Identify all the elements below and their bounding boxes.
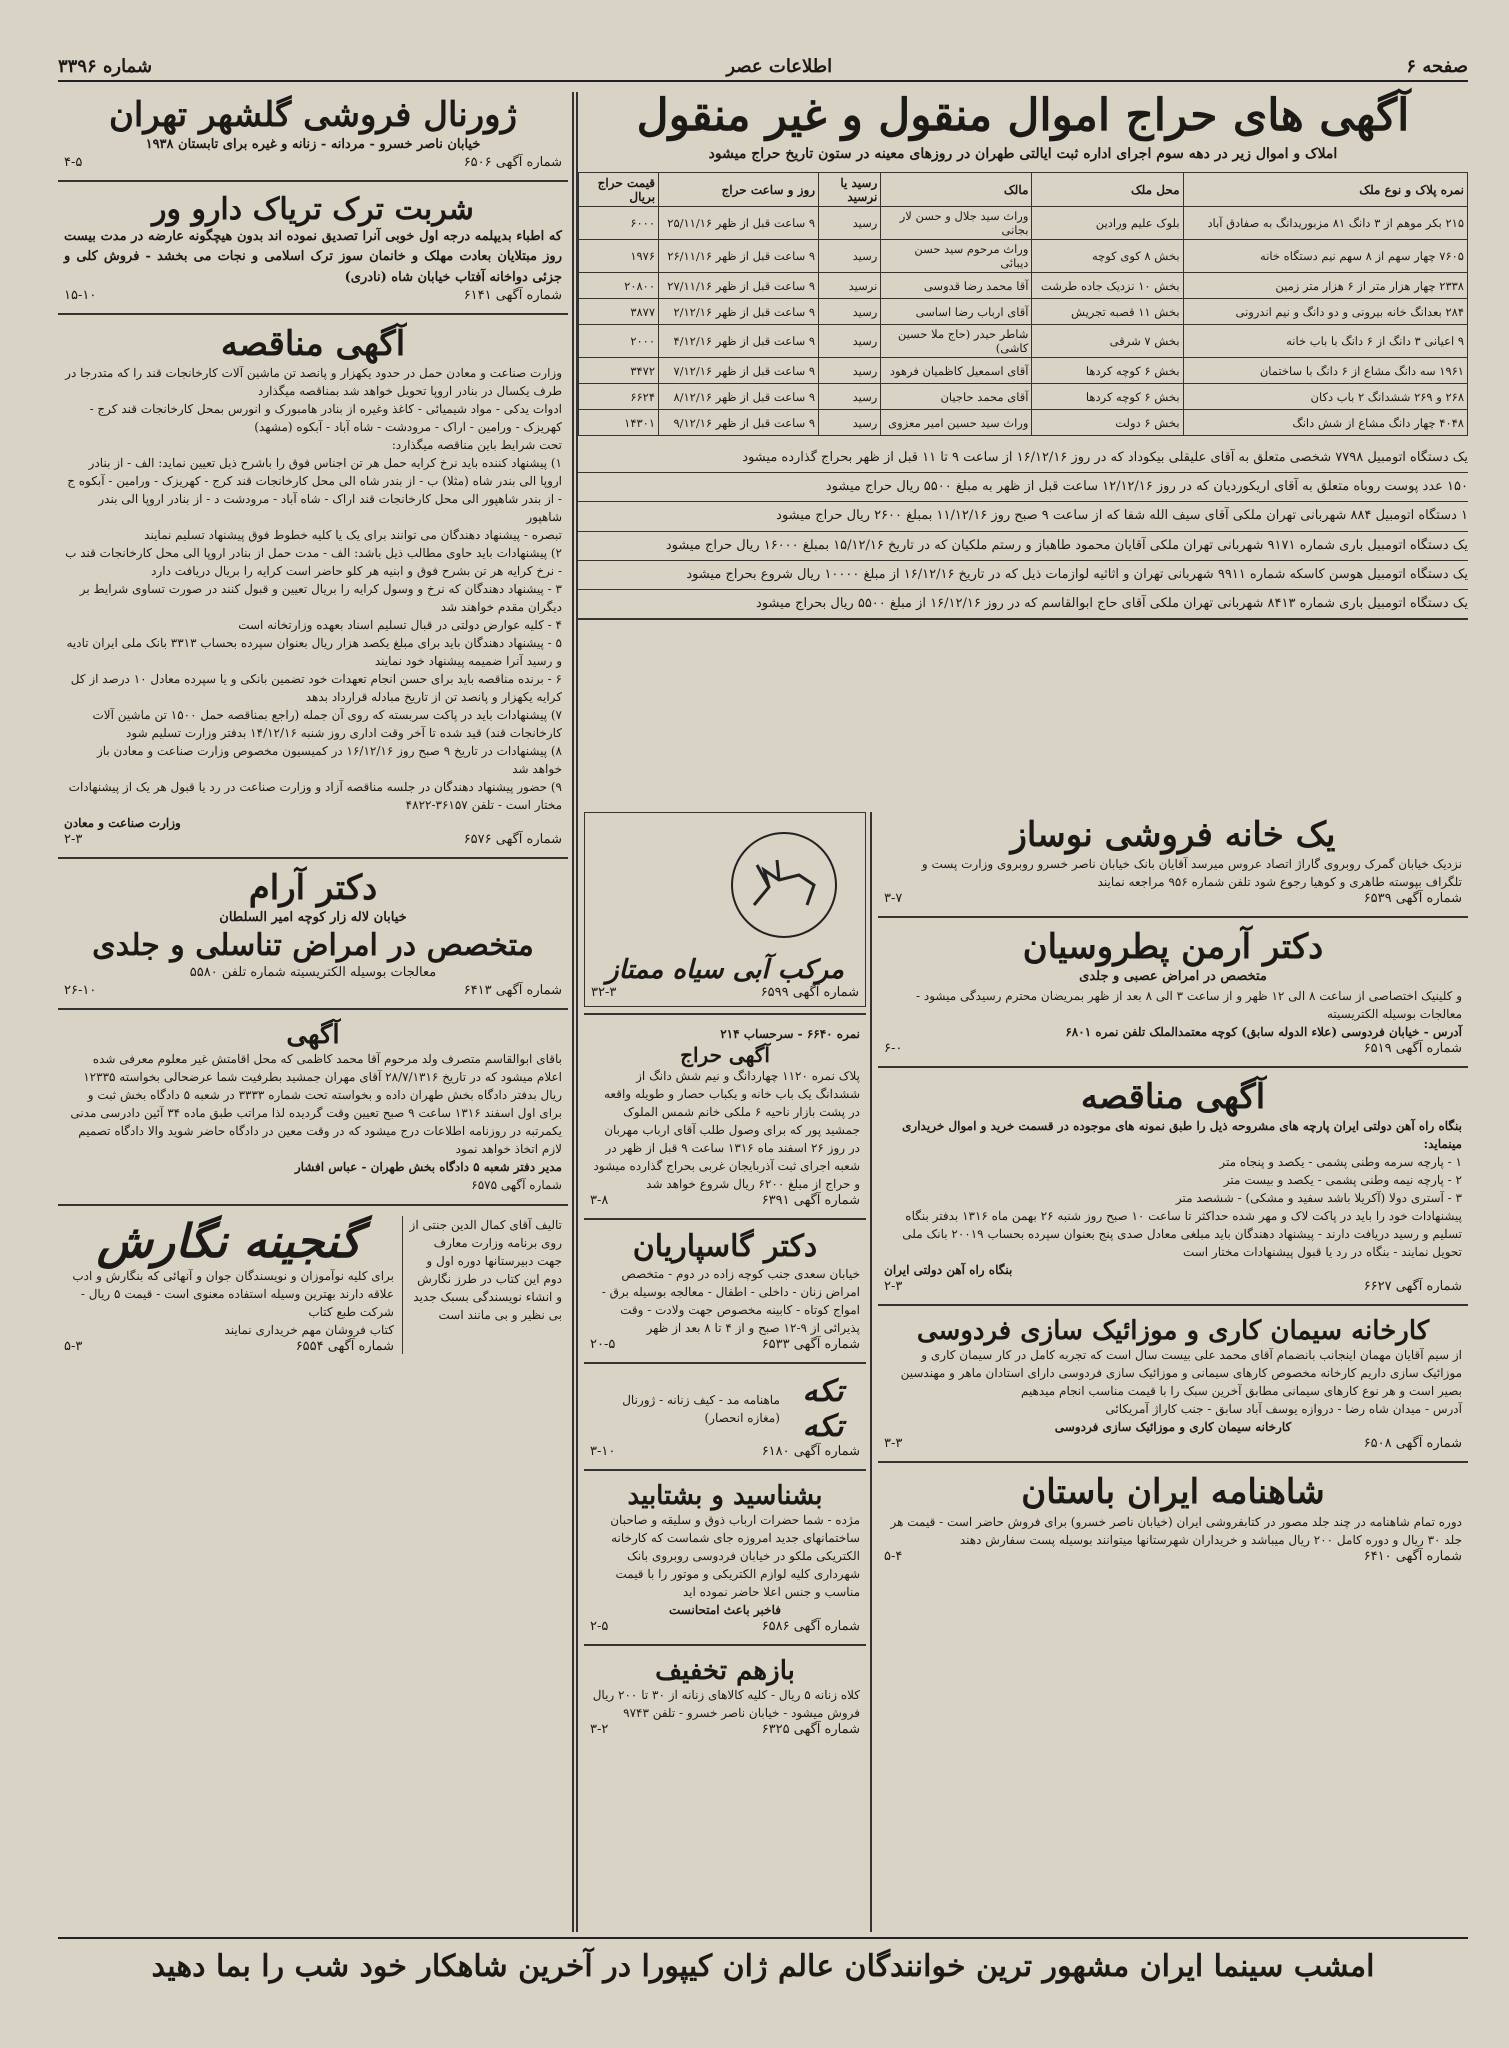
mahtab-ref-line	[591, 985, 859, 1000]
auction-header: قیمت حراج بریال	[579, 173, 659, 207]
dr-aram-address: خیابان لاله زار کوچه امیر السلطان	[219, 909, 407, 925]
shahnameh-ad	[878, 1469, 1468, 1567]
cement-address: آدرس - میدان شاه رضا - دروازه یوسف آباد سابق - جنب کاراژ آمریکائی	[1105, 1402, 1462, 1417]
divider	[58, 1008, 568, 1010]
tender-paragraph: تبصره - پیشنهاد دهندگان می توانند برای یک یا کلیه خطوط فوق پیشنهاد تسلیم نمایند	[144, 527, 562, 542]
bookstore-title: یک خانه فروشی نوساز	[1010, 815, 1336, 855]
table-cell: بخش ۶ کوچه کردها	[1032, 358, 1183, 384]
tender-rail-item: ۲ - پارچه نیمه وطنی پشمی - یکصد و بیست متر	[1223, 1173, 1462, 1188]
ganjineh-ref-line	[64, 1339, 394, 1354]
table-cell: ۲۱۵ بکر موهم از ۳ دانگ ۸۱ مزبوریدانگ به صفادق آباد	[1183, 207, 1467, 240]
tekke-title: تکه تکه	[802, 1373, 844, 1444]
table-cell: رسید	[819, 410, 881, 436]
divider	[58, 313, 568, 315]
table-cell: رسید	[819, 325, 881, 358]
ad-ref: شماره آگهی ۶۱۴۱	[463, 287, 562, 303]
table-cell: وراث سید جلال و حسن لار بجانی	[881, 207, 1032, 240]
tender-rail-item: ۱ - پارچه سرمه وطنی پشمی - یکصد و پنجاه متر	[1219, 1155, 1462, 1170]
ganjineh-title: گنجینه نگارش	[96, 1214, 362, 1269]
ad-count: ۳-۸	[590, 1193, 609, 1208]
table-cell: بلوک علیم ورادین	[1032, 207, 1183, 240]
golshahr-ad	[58, 92, 568, 174]
table-cell: آقای محمد حاجیان	[881, 384, 1032, 410]
deer-logo	[709, 825, 859, 945]
ad-ref: شماره آگهی ۶۵۰۶	[463, 155, 562, 171]
beshenasid-title: بشناسید و بشتابید	[627, 1480, 823, 1511]
auction-header: مالک	[881, 173, 1032, 207]
ad-count: ۲۰-۵	[590, 1336, 616, 1352]
golshahr-ref-line	[64, 155, 562, 170]
dr-petrossian-ref-line	[884, 1041, 1462, 1056]
table-cell: ۶۶۲۴	[579, 384, 659, 410]
small-auction-title: آگهی حراج	[680, 1043, 770, 1067]
column-divider	[870, 812, 872, 1932]
tender-paragraph: ادوات یدکی - مواد شیمیائی - کاغذ وغیره از بنادر هامبورک و انورس بمحل کارخانجات قند کرج - کهریزک - ورامین - اراک - مرودشت - شاه آباد - آبکوه (مشهد)	[89, 401, 562, 434]
table-cell: ۴۰۴۸ چهار دانگ مشاع از شش دانگ	[1183, 410, 1467, 436]
table-row	[579, 384, 1468, 410]
divider	[584, 1013, 866, 1015]
bazaar-ad	[584, 1652, 866, 1741]
tender-rail-signature: بنگاه راه آهن دولتی ایران	[884, 1263, 1013, 1278]
cement-title: کارخانه سیمان کاری و موزائیک سازی فردوسی	[916, 1316, 1430, 1347]
table-cell: ۹ ساعت قبل از ظهر ۲۵/۱۱/۱۶	[659, 207, 819, 240]
divider	[584, 1644, 866, 1646]
tekke-row	[590, 1374, 860, 1444]
table-cell: آقای اسمعیل کاظمیان فرهود	[881, 358, 1032, 384]
notice-ref: شماره آگهی ۶۵۷۵	[471, 1178, 562, 1193]
table-cell: آقای ارباب رضا اساسی	[881, 299, 1032, 325]
dr-petrossian-body: و کلینیک اختصاصی از ساعت ۸ الی ۱۲ ظهر و از ساعت ۳ الی ۸ بعد از ظهر بمریضان محترم رسیدگی میشود - معالجات بوسیله الکتریسیته	[915, 989, 1462, 1022]
dr-aram-note: معالجات بوسیله الکتریسیته شماره تلفن ۵۵۸۰	[189, 964, 437, 980]
table-cell: بخش ۱۱ قصبه تجریش	[1032, 299, 1183, 325]
ad-ref: شماره آگهی ۶۵۰۸	[1363, 1436, 1462, 1452]
ganjineh-note: کتاب فروشان مهم خریداری نمایند	[224, 1322, 394, 1337]
tender-rail-title: آگهی مناقصه	[1080, 1077, 1266, 1118]
table-cell: ۱۹۷۶	[579, 240, 659, 273]
ad-count: ۳-۳	[884, 1436, 903, 1452]
tender-paragraph: ۲) پیشنهادات باید حاوی مطالب ذیل باشد: الف - مدت حمل از بنادر اروپا الی محل کارخانجات قند ب - نرخ کرایه هر تن بشرح فوق و ابنیه هر کلو حاضر است کرایه را بریال دریافت دارد	[65, 545, 562, 578]
tender-paragraph: ۷) پیشنهادات باید در پاکت سربسته که روی آن جمله (راجع بمناقصه حمل ۱۵۰۰ تن ماشین آلات کارخانجات قند) قید شده تا آخر وقت اداری روز شنبه ۱۴/۱۲/۱۶ بدفتر وزارت تسلیم شود	[92, 707, 562, 740]
ad-count: ۳۲-۳	[591, 985, 617, 1000]
table-cell: وراث سید حسین امیر معزوی	[881, 410, 1032, 436]
bazaar-ref-line	[590, 1722, 860, 1737]
divider	[58, 180, 568, 182]
opium-ad	[58, 188, 568, 306]
auction-header: روز و ساعت حراج	[659, 173, 819, 207]
notice-title: آگهی	[286, 1020, 340, 1051]
table-cell: بخش ۶ کوچه کردها	[1032, 384, 1183, 410]
middle-column	[584, 812, 866, 1932]
ad-ref: شماره آگهی ۶۴۱۰	[1363, 1548, 1462, 1564]
tender-paragraph: ۶ - برنده مناقصه باید برای حسن انجام تعهدات خود تضمین بانکی و یا سپرده معادل ۱۰ درصد از کل کرایه یکهزار و پانصد تن از تاریخ مبادله قرارداد بدهد	[70, 671, 562, 704]
table-cell: ۹ ساعت قبل از ظهر ۴/۱۲/۱۶	[659, 325, 819, 358]
dr-gasparian-ref-line	[590, 1337, 860, 1352]
tender-paragraph: تحت شرایط باین مناقصه میگذارد:	[391, 437, 562, 452]
ad-ref: شماره آگهی ۶۳۹۱	[761, 1193, 860, 1208]
ad-ref: شماره آگهی ۶۵۸۶	[761, 1618, 860, 1634]
dr-aram-ad	[58, 865, 568, 1002]
auction-title: آگهی های حراج اموال منقول و غیر منقول	[636, 90, 1410, 141]
ad-ref: شماره آگهی ۶۵۷۶	[463, 831, 562, 847]
dr-petrossian-address: آدرس - خیابان فردوسی (علاء الدوله سابق) کوچه معتمدالملک تلفن نمره ۶۸۰۱	[1065, 1025, 1462, 1040]
page-number: صفحه ۶	[1406, 55, 1468, 77]
cement-ad	[878, 1312, 1468, 1455]
tender-rail-ref-line	[884, 1279, 1462, 1294]
ad-count: ۵-۴	[884, 1548, 903, 1564]
table-cell: رسید	[819, 299, 881, 325]
dr-petrossian-title: دکتر آرمن پطروسیان	[1022, 927, 1324, 968]
ad-ref: شماره آگهی ۶۵۳۹	[1363, 891, 1462, 907]
table-cell: بخش ۸ کوی کوچه	[1032, 240, 1183, 273]
table-cell: نرسید	[819, 273, 881, 299]
divider	[58, 1204, 568, 1206]
dr-gasparian-ad	[584, 1226, 866, 1356]
ad-ref: شماره آگهی ۶۱۸۰	[761, 1443, 860, 1459]
table-cell: ۹ ساعت قبل از ظهر ۲۷/۱۱/۱۶	[659, 273, 819, 299]
ad-ref: شماره آگهی ۶۴۱۳	[463, 983, 562, 999]
ganjineh-body: برای کلیه نوآموزان و نویسندگان جوان و آنهائی که بنگارش و ادب علاقه دارند بهترین وسیله استفاده معنوی است - قیمت ۵ ریال - شرکت طبع کتاب	[72, 1268, 394, 1319]
ad-ref: شماره آگهی ۶۵۵۴	[295, 1338, 394, 1354]
table-cell: ۹ اعیانی ۳ دانگ از ۶ دانگ با باب خانه	[1183, 325, 1467, 358]
opium-title: شربت ترک تریاک دارو ور	[152, 192, 474, 228]
shahnameh-ref-line	[884, 1549, 1462, 1564]
ad-count: ۳-۱۰	[590, 1443, 616, 1459]
ad-count: ۳-۲	[590, 1721, 609, 1737]
divider	[878, 1304, 1468, 1306]
table-row	[579, 240, 1468, 273]
tender-signature: وزارت صناعت و معادن	[64, 815, 181, 830]
ganjineh-ad	[58, 1212, 568, 1358]
right-column	[878, 812, 1468, 1932]
table-cell: ۲۰۸۰۰	[579, 273, 659, 299]
dr-gasparian-body: خیابان سعدی جنب کوچه زاده در دوم - متخصص امراض زنان - داخلی - اطفال - معالجه بوسیله برق - امواج کوتاه - کابینه مخصوص جهت ولادت - وقت پذیرائی از ۹-۱۲ صبح و از ۴ تا ۸ بعد از ظهر	[601, 1266, 860, 1335]
table-cell: بخش ۶ دولت	[1032, 410, 1183, 436]
newspaper-page	[58, 52, 1468, 2012]
tender-rail-intro: بنگاه راه آهن دولتی ایران پارچه های مشروحه ذیل را طبق نمونه های موجوده در قسمت خرید و اموال خریداری مینماید:	[902, 1119, 1462, 1152]
ad-count: ۳-۷	[884, 891, 903, 907]
table-row	[579, 273, 1468, 299]
mahtab-ad	[584, 812, 866, 1007]
ad-ref: شماره آگهی ۶۵۳۳	[761, 1336, 860, 1352]
bookstore-ad	[878, 812, 1468, 910]
auction-header-row	[579, 173, 1468, 207]
table-cell: ۲۰۰۰	[579, 325, 659, 358]
table-cell: وراث مرحوم سید حسن دیبائی	[881, 240, 1032, 273]
table-cell: آقا محمد رضا قدوسی	[881, 273, 1032, 299]
small-auction-head: نمره ۶۶۴۰ - سرحساب ۲۱۴	[720, 1027, 860, 1041]
table-cell: رسید	[819, 207, 881, 240]
ad-count: ۲۶-۱۰	[64, 983, 97, 999]
golshahr-title: ژورنال فروشی گلشهر تهران	[108, 95, 518, 135]
auction-note: یک دستگاه اتومبیل باری شماره ۹۱۷۱ شهربانی تهران ملکی آقایان محمود طاهباز و رستم ملکیان که در تاریخ ۱۵/۱۲/۱۶ بمبلغ ۱۶۰۰۰ ریال حراج میشود	[578, 532, 1468, 561]
tekke-side: ماهنامه مد - کیف زنانه - ژورنال (مغازه انحصار)	[622, 1392, 780, 1425]
tender-paragraph: ۹) حضور پیشنهاد دهندگان در جلسه مناقصه آزاد و وزارت صناعت در رد یا قبول هر یک از پیشنهادات مختار است - تلفن ۳۶۱۵۷-۴۸۲۲	[68, 779, 562, 812]
dr-aram-title: دکتر آرام	[248, 867, 378, 908]
auction-note: ۱ دستگاه اتومبیل ۸۸۴ شهربانی تهران ملکی آقای سیف الله شفا که از ساعت ۹ صبح روز ۱۱/۱۲/۱۶ بمبلغ ۲۶۰۰ ریال حراج میشود	[578, 502, 1468, 531]
table-row	[579, 299, 1468, 325]
ad-ref: شماره آگهی ۶۳۲۵	[761, 1721, 860, 1737]
ad-count: ۲-۵	[590, 1618, 609, 1634]
tender-ministry-ad	[58, 321, 568, 851]
ad-count: ۱۵-۱۰	[64, 287, 97, 303]
bazaar-body: کلاه زنانه ۵ ریال - کلیه کالاهای زنانه از ۳۰ تا ۲۰۰ ریال فروش میشود - خیابان ناصر خسرو - تلفن ۹۷۴۳	[592, 1687, 860, 1720]
ad-ref: شماره آگهی ۶۶۲۷	[1363, 1279, 1462, 1295]
opium-body: که اطباء بدیپلمه درجه اول خوبی آنرا تصدیق نموده اند بدون هیچگونه عارضه در مدت بیست روز مبتلایان بعادت مهلک و خانمان سوز ترک اسلامی و نجات می بخشد - فروش کلی و جزئی دواخانه آفتاب خیابان شاه (نادری)	[64, 229, 562, 285]
issue-number: شماره ۳۳۹۶	[58, 55, 153, 77]
divider	[58, 857, 568, 859]
dr-aram-ref-line	[64, 983, 562, 998]
auction-note: یک دستگاه اتومبیل هوسن کاسکه شماره ۹۹۱۱ شهربانی تهران و اثاثیه لوازمات ذیل که در تاریخ ۱۶/۱۲/۱۶ از مبلغ ۱۰۰۰۰ ریال شروع بحراج میشود	[578, 561, 1468, 590]
table-row	[579, 207, 1468, 240]
small-auction-ad	[584, 1021, 866, 1212]
ad-count: ۵-۳	[64, 1338, 83, 1354]
beshenasid-note: فاخبر باعث امتحانست	[669, 1602, 781, 1617]
dr-petrossian-specialty: متخصص در امراض عصبی و جلدی	[1079, 969, 1267, 985]
ganjineh-side: تالیف آقای کمال الدین جنتی از روی برنامه وزارت معارف جهت دبیرستانها دوره اول و دوم این کتاب در طرز نگارش و انشاء نویسندگی بسبک جدید بی نظیر و بی مانند است	[402, 1216, 562, 1354]
auction-header: رسید یا نرسید	[819, 173, 881, 207]
tender-rail-body: پیشنهادات خود را باید در پاکت لاک و مهر شده حداکثر تا ساعت ۱۰ صبح روز شنبه ۲۶ بهمن ماه ۱۳۱۶ بدفتر بنگاه تسلیم و رسید دریافت دارند - پیشنهاد دهندگان باید مبلغی معادل صدی پنج بعنوان سپرده بحساب ۲۰۰۱۹ بانک ملی تحویل نمایند - بنگاه در رد یا قبول پیشنهادات مختار است	[902, 1209, 1462, 1260]
ad-count: ۲-۳	[884, 1279, 903, 1295]
auction-table	[578, 172, 1468, 436]
mahtab-caption: مرکب آبی سیاه ممتاز	[606, 955, 844, 985]
table-cell: بخش ۷ شرقی	[1032, 325, 1183, 358]
bazaar-title: بازهم تخفیف	[655, 1655, 795, 1686]
ad-ref: شماره آگهی ۶۵۱۹	[1363, 1041, 1462, 1057]
column-divider	[576, 92, 578, 1932]
shahnameh-body: دوره تمام شاهنامه در چند جلد مصور در کتابفروشی ایران (خیابان ناصر خسرو) برای فروش حاضر است - قیمت هر جلد ۳۰ ریال و دوره کامل ۲۰۰ ریال میباشد و خریداران شهرستانها میتوانند بوسیله پست سفارش دهند	[890, 1514, 1462, 1547]
table-cell: رسید	[819, 358, 881, 384]
divider	[584, 1469, 866, 1471]
masthead	[58, 52, 1468, 82]
ad-count: ۶-۰	[884, 1041, 903, 1057]
table-cell: ۹ ساعت قبل از ظهر ۲/۱۲/۱۶	[659, 299, 819, 325]
divider	[878, 916, 1468, 918]
table-cell: ۲۶۸ و ۲۶۹ ششدانگ ۲ باب دکان	[1183, 384, 1467, 410]
left-column	[58, 92, 568, 1932]
column-divider	[572, 92, 574, 1932]
small-auction-ref-line	[590, 1193, 860, 1208]
notice-signature: مدیر دفتر شعبه ۵ دادگاه بخش طهران - عباس افشار	[294, 1160, 562, 1175]
table-cell: ۲۳۳۸ چهار هزار متر از ۶ هزار متر زمین	[1183, 273, 1467, 299]
tender-ref-line	[64, 832, 562, 847]
auction-section	[578, 92, 1468, 812]
divider	[584, 1362, 866, 1364]
ganjineh-main	[64, 1216, 394, 1354]
dr-aram-specialty: متخصص در امراض تناسلی و جلدی	[92, 927, 534, 963]
table-cell: ۳۸۷۷	[579, 299, 659, 325]
ad-ref: شماره آگهی ۶۵۹۹	[760, 985, 859, 1000]
ad-count: ۴-۵	[64, 155, 83, 171]
divider	[584, 1218, 866, 1220]
divider	[878, 1461, 1468, 1463]
tender-rail-item: ۳ - آستری دولا (آکریلا باشد سفید و مشکی) - ششصد متر	[1175, 1191, 1462, 1206]
tender-paragraph: ۳ - پیشنهاد دهندگان که نرخ و وسول کرایه را بریال تعیین و قبول کنند در صورت تساوی شرایط بر دیگران مقدم خواهند شد	[79, 581, 562, 614]
cement-body: از سیم آقایان مهمان اینجانب بانضمام آقای محمد علی بیست سال است که تجربه کامل در کار سیمان کاری و موزائیک سازی داریم کارخانه مخصوص کارهای سیمانی و موزائیک سازی فردوسی دارای استادان ماهر و مهندسین بصیر است و هر نوع کارهای سیمانی مطابق آخرین سبک را با قیمت مناسب انجام میدهیم	[900, 1348, 1462, 1399]
divider	[878, 1066, 1468, 1068]
shahnameh-title: شاهنامه ایران باستان	[1021, 1472, 1325, 1513]
ad-count: ۲-۳	[64, 831, 83, 847]
paper-name: اطلاعات عصر	[726, 55, 833, 77]
auction-header: محل ملک	[1032, 173, 1183, 207]
dr-gasparian-title: دکتر گاسپاریان	[632, 1229, 818, 1264]
tender-paragraph: ۴ - کلیه عوارض دولتی در قبال تسلیم اسناد بعهده وزارتخانه است	[238, 617, 562, 632]
cinema-banner: امشب سینما ایران مشهور ترین خوانندگان عالم ژان کیپورا در آخرین شاهکار خود شب را بما دهید	[58, 1937, 1468, 1992]
notice-body: باقای ابوالقاسم متصرف ولد مرحوم آقا محمد کاظمی که محل اقامتش غیر معلوم معرفی شده اعلام میشود که در تاریخ ۲۸/۷/۱۳۱۶ آقای مهران جمشید بطرفیت شما عرضحالی بخواسته ۱۲۳۳۵ ریال بدفتر دادگاه بخش طهران داده و بخواسته تحت شماره ۳۳۳۳ در شعبه ۵ دادگاه بخش ثبت و برای اول اسفند ۱۳۱۶ ساعت ۹ صبح تعیین وقت گردیده لذا مراتب طبق ماده ۳۴ آئین دادرسی مدنی یکمرتبه در روزنامه اطلاعات درج میشود که در وقت معین در دادگاه حاضر شوید والا دادگاه تصمیم لازم اتخاذ خواهد نمود	[70, 1052, 562, 1157]
table-cell: ۷۶۰۵ چهار سهم از ۸ سهم نیم دستگاه خانه	[1183, 240, 1467, 273]
beshenasid-body: مژده - شما حضرات ارباب ذوق و سلیقه و صاحبان ساختمانهای جدید امروزه جای شماست که کارخانه الکتریکی ملکو در خیابان فردوسی روبروی بانک شهرداری کلیه لوازم الکتریکی و موتور را با قیمت مناسب و جنس اعلا حاضر نموده اید	[610, 1512, 860, 1599]
table-cell: ۹ ساعت قبل از ظهر ۷/۱۲/۱۶	[659, 358, 819, 384]
table-cell: رسید	[819, 240, 881, 273]
tekke-ref-line	[590, 1444, 860, 1459]
beshenasid-ad	[584, 1477, 866, 1638]
table-cell: ۶۰۰۰	[579, 207, 659, 240]
auction-header: نمره پلاک و نوع ملک	[1183, 173, 1467, 207]
tender-rail-ad	[878, 1074, 1468, 1298]
table-cell: ۹ ساعت قبل از ظهر ۹/۱۲/۱۶	[659, 410, 819, 436]
tender-paragraph: ۵ - پیشنهاد دهندگان باید برای مبلغ یکصد هزار ریال بعنوان سپرده بحساب ۳۳۱۳ بانک ملی ایران تادیه و رسید آنرا ضمیمه پیشنهاد خود نمایند	[66, 635, 562, 668]
table-cell: ۹ ساعت قبل از ظهر ۸/۱۲/۱۶	[659, 384, 819, 410]
opium-ref-line	[64, 288, 562, 303]
table-cell: رسید	[819, 384, 881, 410]
court-notice	[58, 1016, 568, 1198]
cement-signature: کارخانه سیمان کاری و موزائیک سازی فردوسی	[1054, 1420, 1292, 1435]
auction-note: یک دستگاه اتومبیل ۷۷۹۸ شخصی متعلق به آقای علیقلی بیکوداد که در روز ۱۶/۱۲/۱۶ از ساعت ۹ تا ۱۱ قبل از ظهر بحراج گذارده میشود	[578, 444, 1468, 473]
table-cell: ۱۹۶۱ سه دانگ مشاع از ۶ دانگ با ساختمان	[1183, 358, 1467, 384]
tender-paragraph: وزارت صناعت و معادن حمل در حدود یکهزار و پانصد تن ماشین آلات کارخانجات قند را که متدرجا در طرف یکسال در بنادر اروپا تحویل خواهد شد بمناقصه میگذارد	[65, 365, 562, 398]
auction-note: ۱۵۰ عدد پوست روباه متعلق به آقای اریکوردیان که در روز ۱۲/۱۲/۱۶ ساعت قبل از ظهر به مبلغ ۵۵۰۰ ریال حراج میشود	[578, 473, 1468, 502]
table-cell: شاطر حیدر (حاج ملا حسین کاشی)	[881, 325, 1032, 358]
table-cell: ۱۴۳۰۱	[579, 410, 659, 436]
table-row	[579, 410, 1468, 436]
bookstore-ref-line	[884, 891, 1462, 906]
table-cell: ۲۸۴ بعدانگ خانه بیرونی و دو دانگ و نیم اندرونی	[1183, 299, 1467, 325]
golshahr-body: خیابان ناصر خسرو - مردانه - زنانه و غیره برای تابستان ۱۹۳۸	[145, 137, 481, 153]
table-row	[579, 325, 1468, 358]
auction-note: یک دستگاه اتومبیل باری شماره ۸۴۱۳ شهربانی تهران ملکی آقای حاج ابوالقاسم که در روز ۱۶/۱۲/۱۶ از مبلغ ۵۵۰۰ ریال بحراج میشود	[578, 590, 1468, 620]
auction-subtitle: املاک و اموال زیر در دهه سوم اجرای اداره ثبت ایالتی طهران در روزهای معینه در ستون تاریخ حراج میشود	[708, 146, 1338, 163]
table-cell: ۳۴۷۲	[579, 358, 659, 384]
tender-title: آگهی مناقصه	[220, 323, 406, 364]
tender-paragraph: ۸) پیشنهادات در تاریخ ۹ صبح روز ۱۶/۱۲/۱۶ در کمیسیون مخصوص وزارت صناعت و معادن باز خواهد شد	[96, 743, 562, 776]
cement-ref-line	[884, 1436, 1462, 1451]
small-auction-body: پلاک نمره ۱۱۲۰ چهاردانگ و نیم شش دانگ از ششدانگ یک باب خانه و یکباب حصار و طویله واقعه در پشت بازار ناحیه ۶ ملکی خانم شمس الملوک جمشید پور که برای وصول طلب آقای ارباب مهربان در روز ۲۶ اسفند ماه ۱۳۱۶ ساعت ۹ قبل از ظهر در شعبه اجرای ثبت آذربایجان غربی بحراج گذارده میشود و حراج از مبلغ ۶۲۰۰ ریال شروع خواهد شد	[593, 1069, 860, 1191]
tekke-ad	[584, 1370, 866, 1463]
bookstore-body: نزدیک خیابان گمرک روبروی گاراژ اتصاد عروس میرسد آقایان بانک خیابان ناصر خسرو روبروی وزارت پست و تلگراف بپوسته طاهری و کوهیا رجوع شود تلفن شماره ۹۵۶ مراجعه نمایند	[921, 857, 1462, 890]
beshenasid-ref-line	[590, 1619, 860, 1634]
table-cell: ۹ ساعت قبل از ظهر ۲۶/۱۱/۱۶	[659, 240, 819, 273]
dr-petrossian-ad	[878, 924, 1468, 1060]
table-cell: بخش ۱۰ نزدیک جاده طرشت	[1032, 273, 1183, 299]
table-row	[579, 358, 1468, 384]
tender-paragraph: ۱) پیشنهاد کننده باید نرخ کرایه حمل هر تن اجناس فوق را باشرح ذیل تعیین نماید: الف - از بنادر اروپا الی بندر شاه (مثلا) ب - از بندر شاه الی محل کارخانجات قند کرج - کهریزک - ورامین - آبکوه ج - از بندر شاهپور الی محل کارخانجات قند اراک - شاه آباد - مرودشت د - از بنادر اروپا الی بندر شاهپور	[67, 455, 562, 524]
